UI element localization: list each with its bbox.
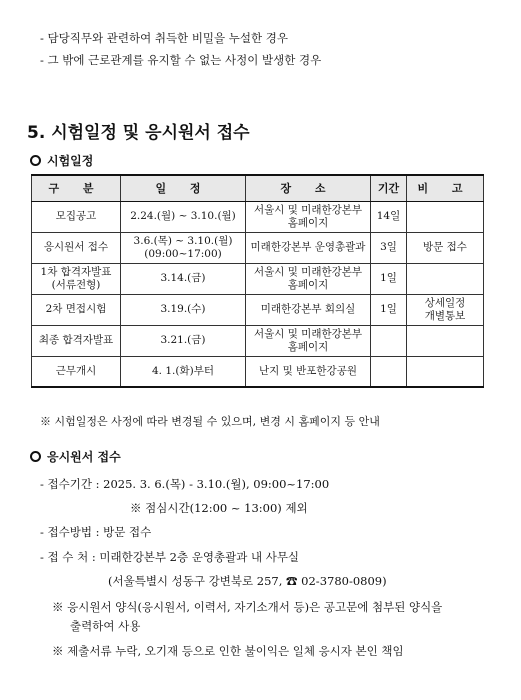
application-period: - 접수기간 : 2025. 3. 6.(목) - 3.10.(월), 09:00~17:00	[40, 477, 330, 491]
cell-remark	[407, 232, 484, 263]
cell-date	[121, 294, 246, 325]
cell-category	[32, 263, 121, 294]
col-header-category: 구 분	[32, 175, 121, 201]
cell-remark-line: 개별통보	[424, 309, 466, 322]
table-row	[32, 356, 484, 387]
bullet-employment-termination: - 그 밖에 근로관계를 유지할 수 없는 사정이 발생한 경우	[40, 53, 322, 67]
schedule-table	[31, 174, 484, 388]
cell-remark-line: 상세일정	[424, 296, 466, 309]
cell-category	[32, 201, 121, 232]
cell-date	[121, 232, 246, 263]
cell-category	[32, 294, 121, 325]
cell-date	[121, 356, 246, 387]
application-place: - 접 수 처 : 미래한강본부 2층 운영총괄과 내 사무실	[40, 550, 300, 564]
cell-date-line: 3.19.(수)	[160, 303, 206, 315]
cell-place-line: 홈페이지	[287, 278, 329, 291]
cell-remark	[407, 263, 484, 294]
cell-place	[246, 356, 371, 387]
table-row	[32, 263, 484, 294]
cell-remark	[407, 201, 484, 232]
circle-bullet-icon	[30, 451, 41, 462]
cell-place-line: 서울시 및 미래한강본부	[253, 327, 363, 340]
table-row	[32, 201, 484, 232]
cell-date	[121, 263, 246, 294]
cell-period	[371, 325, 407, 356]
col-header-place: 장 소	[246, 175, 371, 201]
cell-period: 3일	[371, 232, 407, 263]
cell-category-line: 1차 합격자발표	[40, 265, 112, 278]
table-row	[32, 325, 484, 356]
cell-place	[246, 263, 371, 294]
schedule-heading	[30, 152, 93, 169]
application-note-form: ※ 응시원서 양식(응시원서, 이력서, 자기소개서 등)은 공고문에 첨부된 양식을	[52, 600, 443, 614]
table-header-row	[32, 175, 484, 201]
table-row	[32, 294, 484, 325]
cell-period	[371, 356, 407, 387]
cell-place	[246, 325, 371, 356]
cell-category-line: 응시원서 접수	[43, 241, 109, 253]
cell-category-line: 근무개시	[55, 364, 97, 377]
application-lunch-note: ※ 점심시간(12:00 ~ 13:00) 제외	[130, 501, 308, 515]
cell-place	[246, 201, 371, 232]
cell-date	[121, 201, 246, 232]
circle-bullet-icon	[30, 155, 41, 166]
schedule-note: ※ 시험일정은 사정에 따라 변경될 수 있으며, 변경 시 홈페이지 등 안내	[40, 415, 380, 428]
application-heading-label: 응시원서 접수	[47, 450, 121, 464]
cell-place-line: 미래한강본부 운영총괄과	[250, 241, 366, 253]
cell-remark-line: 방문 접수	[423, 241, 467, 253]
col-header-remark: 비 고	[407, 175, 484, 201]
cell-category-line: 모집공고	[55, 210, 97, 222]
table-row	[32, 232, 484, 263]
cell-place-line: 미래한강본부 회의실	[260, 303, 356, 315]
cell-category-line: (서류전형)	[51, 278, 101, 291]
section-title: 5. 시험일정 및 응시원서 접수	[27, 123, 250, 143]
cell-place	[246, 294, 371, 325]
col-header-period: 기간	[371, 175, 407, 201]
cell-category	[32, 356, 121, 387]
cell-place-line: 홈페이지	[287, 340, 329, 353]
application-note-responsibility: ※ 제출서류 누락, 오기재 등으로 인한 불이익은 일체 응시자 본인 책임	[52, 644, 404, 658]
cell-period: 1일	[371, 294, 407, 325]
cell-date-line: 3.6.(목) ~ 3.10.(월)	[133, 234, 233, 247]
cell-date-line: 4. 1.(화)부터	[152, 364, 214, 377]
cell-period: 1일	[371, 263, 407, 294]
cell-place-line: 홈페이지	[287, 216, 329, 229]
cell-category-line: 2차 면접시험	[45, 303, 107, 315]
cell-date-line: 3.21.(금)	[160, 334, 206, 346]
cell-category	[32, 232, 121, 263]
cell-remark	[407, 356, 484, 387]
cell-remark	[407, 325, 484, 356]
cell-place-line: 난지 및 반포한강공원	[259, 364, 357, 377]
cell-date-line: (09:00~17:00)	[144, 247, 222, 260]
application-method: - 접수방법 : 방문 접수	[40, 525, 152, 539]
cell-remark	[407, 294, 484, 325]
application-address: (서울특별시 성동구 강변북로 257, ☎ 02-3780-0809)	[108, 574, 387, 588]
bullet-secret-disclosure: - 담당직무와 관련하여 취득한 비밀을 누설한 경우	[40, 31, 288, 45]
cell-date-line: 3.14.(금)	[160, 272, 206, 284]
cell-category-line: 최종 합격자발표	[38, 334, 114, 346]
cell-place	[246, 232, 371, 263]
col-header-date: 일 정	[121, 175, 246, 201]
cell-place-line: 서울시 및 미래한강본부	[253, 203, 363, 216]
application-heading	[30, 448, 121, 465]
cell-period: 14일	[371, 201, 407, 232]
application-note-form-cont: 출력하여 사용	[70, 619, 141, 633]
cell-date-line: 2.24.(월) ~ 3.10.(월)	[130, 210, 236, 222]
schedule-heading-label: 시험일정	[47, 154, 94, 168]
cell-category	[32, 325, 121, 356]
cell-date	[121, 325, 246, 356]
cell-place-line: 서울시 및 미래한강본부	[253, 265, 363, 278]
